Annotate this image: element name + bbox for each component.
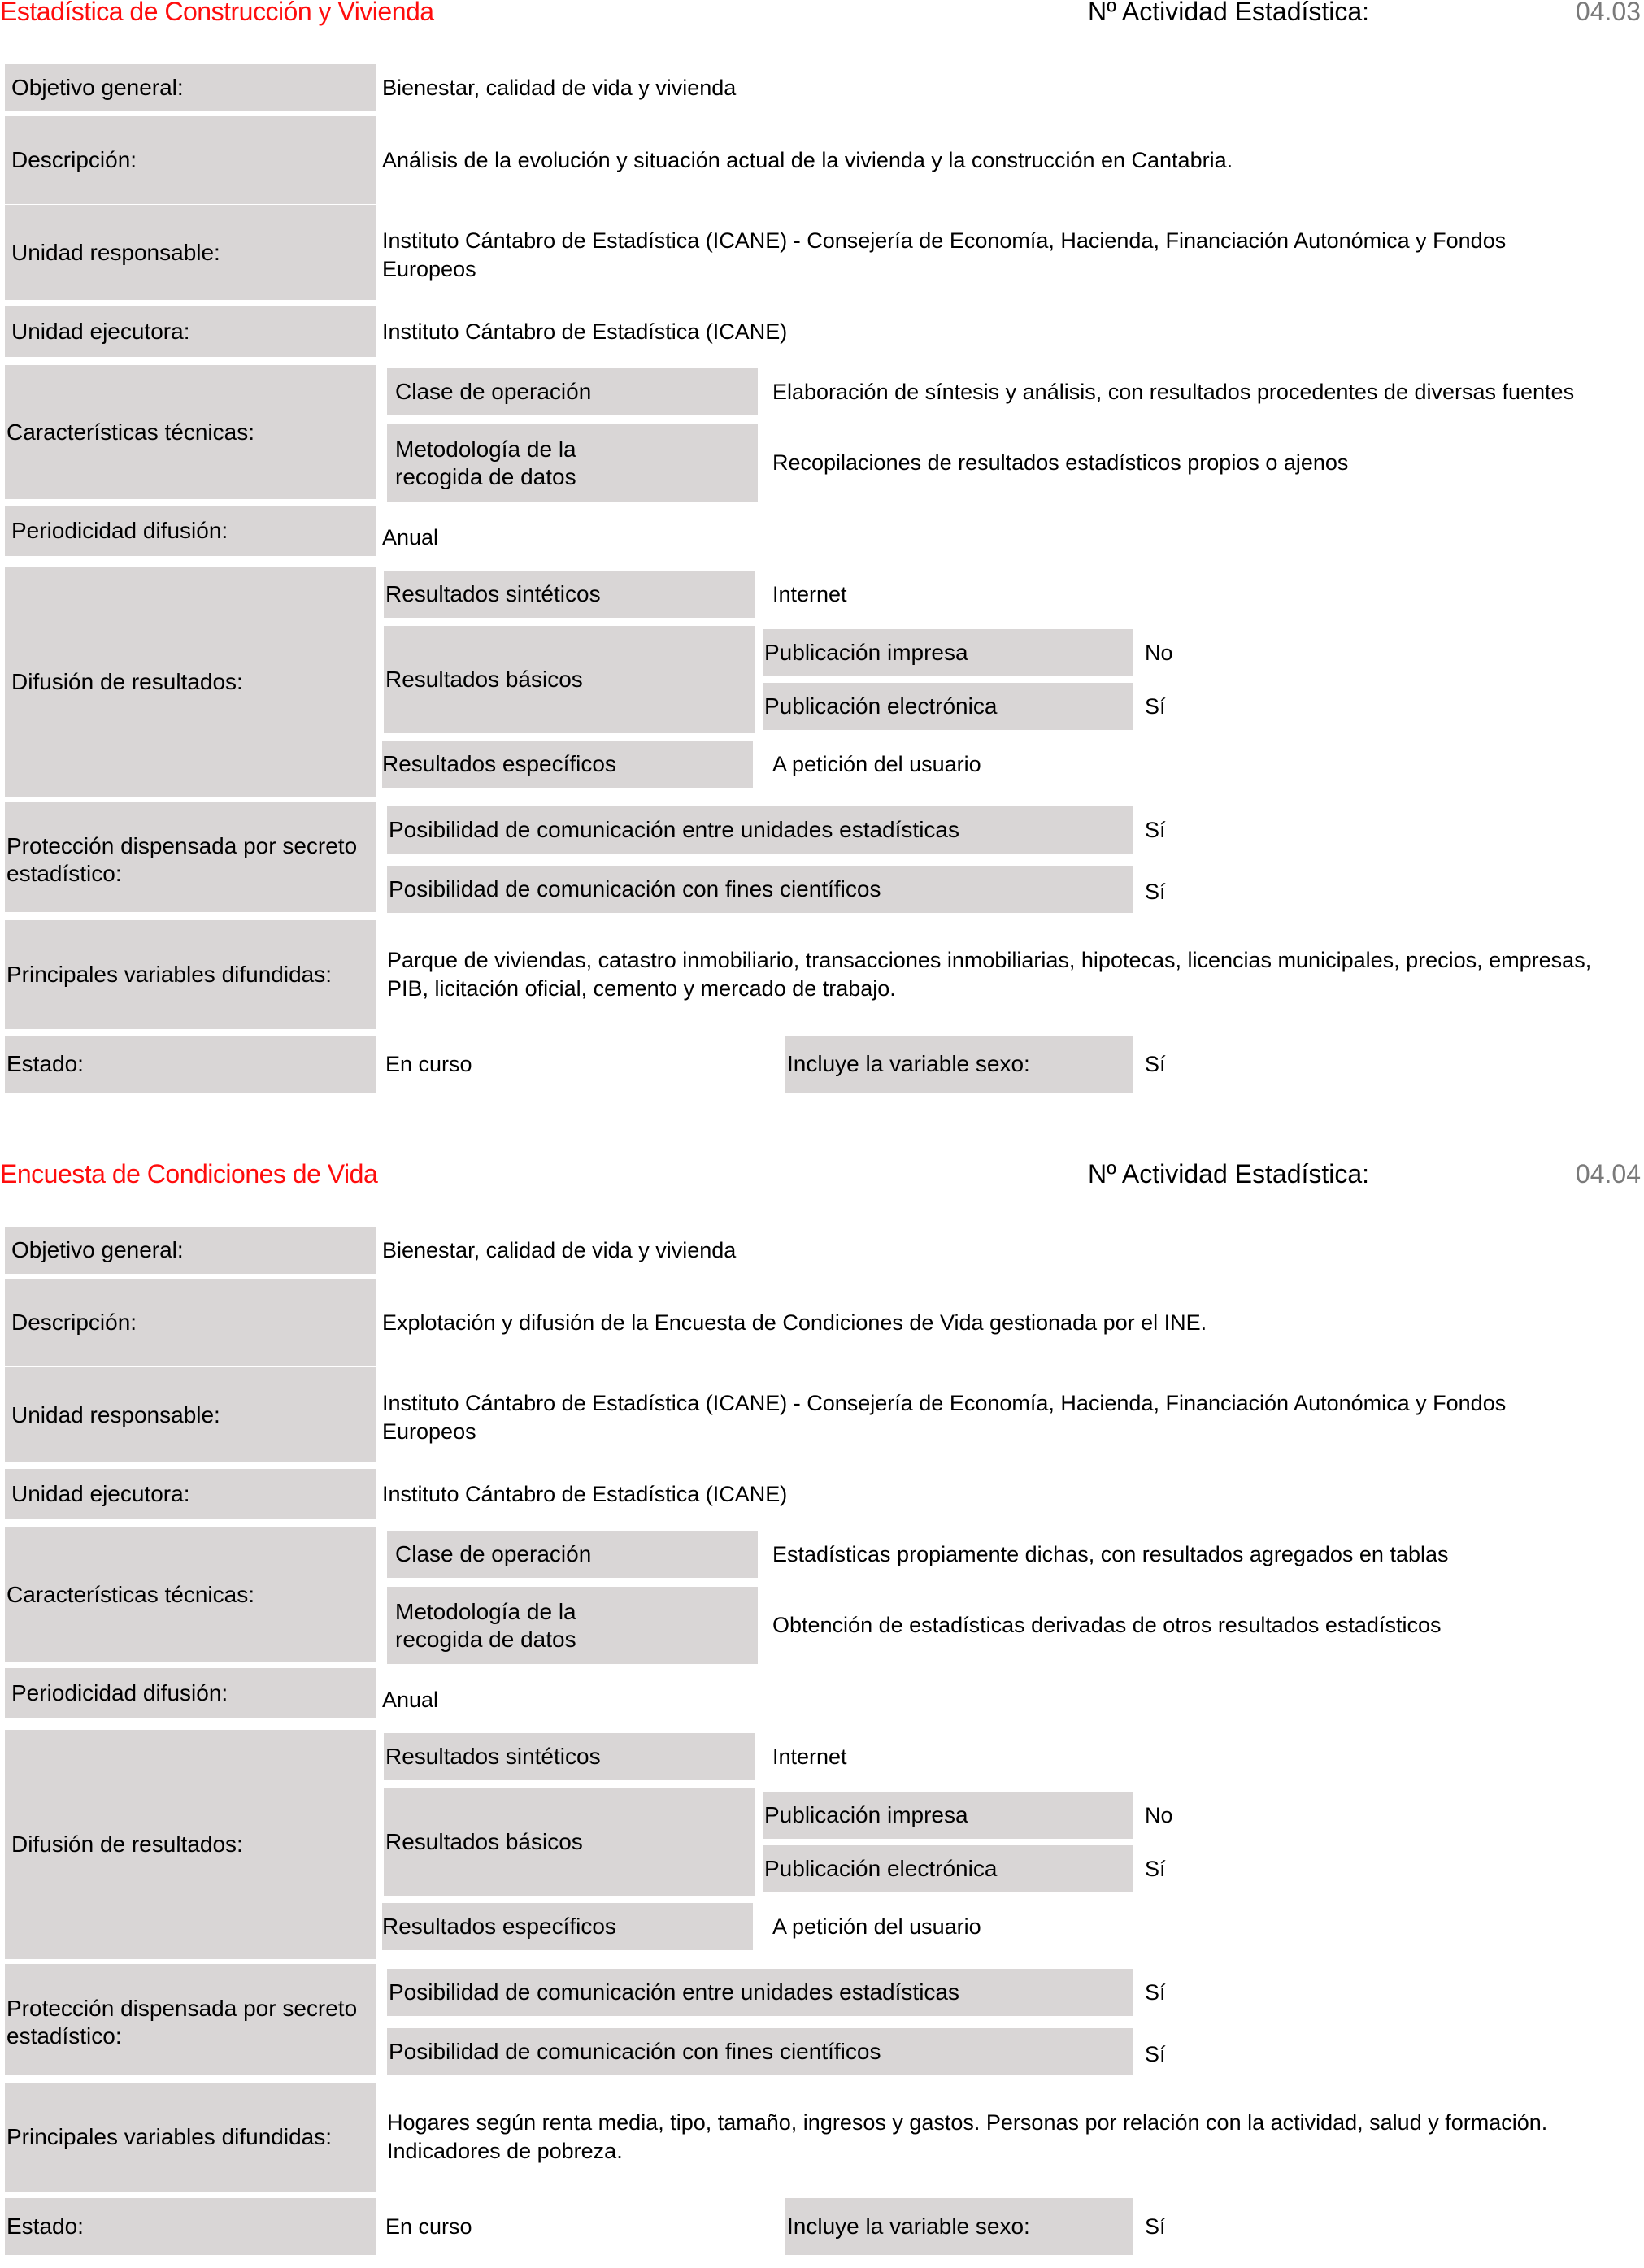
descripcion-label: Descripción: (5, 1279, 376, 1366)
comunicacion-cientificos-value: Sí (1145, 879, 1166, 904)
resultados-sinteticos-label: Resultados sintéticos (384, 1733, 755, 1780)
resultados-sinteticos-label: Resultados sintéticos (384, 571, 755, 618)
activity-number-value: 04.04 (1575, 1159, 1641, 1188)
unidad-responsable-value: Instituto Cántabro de Estadística (ICANE) - Consejería de Economía, Hacienda, Financiación Autonómica y Fondos Europeos (382, 1390, 1507, 1444)
statistical-activity-record (0, 1159, 1644, 2268)
caracteristicas-label: Características técnicas: (5, 365, 376, 499)
publicacion-impresa-value: No (1145, 640, 1173, 665)
periodicidad-label: Periodicidad difusión: (5, 1668, 376, 1718)
comunicacion-unidades-label: Posibilidad de comunicación entre unidades estadísticas (387, 806, 1133, 854)
variables-label: Principales variables difundidas: (5, 2083, 376, 2192)
difusion-label: Difusión de resultados: (5, 567, 376, 797)
publicacion-electronica-value: Sí (1145, 693, 1166, 719)
objetivo-value: Bienestar, calidad de vida y vivienda (382, 1237, 737, 1262)
metodologia-value: Recopilaciones de resultados estadísticos propios o ajenos (772, 450, 1349, 475)
proteccion-label: Protección dispensada por secreto estadístico: (5, 802, 376, 912)
difusion-label: Difusión de resultados: (5, 1730, 376, 1959)
resultados-sinteticos-value: Internet (772, 581, 847, 606)
resultados-sinteticos-value: Internet (772, 1744, 847, 1769)
estado-label: Estado: (5, 2198, 376, 2255)
periodicidad-value: Anual (382, 1687, 439, 1712)
variables-value: Hogares según renta media, tipo, tamaño, ingresos y gastos. Personas por relación con la actividad, salud y formación. Indicadores de pobreza. (387, 2110, 1548, 2163)
publicacion-impresa-value: No (1145, 1802, 1173, 1827)
objetivo-value: Bienestar, calidad de vida y vivienda (382, 75, 737, 100)
proteccion-label: Protección dispensada por secreto estadístico: (5, 1964, 376, 2075)
unidad-responsable-label: Unidad responsable: (5, 1367, 376, 1462)
publicacion-electronica-value: Sí (1145, 1856, 1166, 1881)
activity-number-value: 04.03 (1575, 0, 1641, 26)
comunicacion-cientificos-label: Posibilidad de comunicación con fines científicos (387, 2028, 1133, 2075)
unidad-ejecutora-value: Instituto Cántabro de Estadística (ICANE) (382, 1481, 788, 1506)
clase-operacion-label: Clase de operación (387, 1531, 758, 1578)
metodologia-label: Metodología de la recogida de datos (387, 424, 758, 502)
variables-label: Principales variables difundidas: (5, 920, 376, 1029)
incluye-sexo-value: Sí (1145, 1051, 1166, 1076)
estado-value: En curso (385, 1051, 472, 1076)
unidad-ejecutora-value: Instituto Cántabro de Estadística (ICANE) (382, 319, 788, 344)
estado-value: En curso (385, 2214, 472, 2239)
clase-operacion-value: Estadísticas propiamente dichas, con resultados agregados en tablas (772, 1541, 1449, 1566)
comunicacion-cientificos-label: Posibilidad de comunicación con fines científicos (387, 866, 1133, 913)
estado-label: Estado: (5, 1036, 376, 1093)
clase-operacion-value: Elaboración de síntesis y análisis, con resultados procedentes de diversas fuentes (772, 379, 1575, 404)
comunicacion-unidades-label: Posibilidad de comunicación entre unidades estadísticas (387, 1969, 1133, 2016)
clase-operacion-label: Clase de operación (387, 368, 758, 415)
incluye-sexo-value: Sí (1145, 2214, 1166, 2239)
activity-title: Estadística de Construcción y Vivienda (0, 0, 434, 26)
resultados-basicos-label: Resultados básicos (384, 626, 755, 733)
incluye-sexo-label: Incluye la variable sexo: (785, 2198, 1133, 2255)
objetivo-label: Objetivo general: (5, 64, 376, 111)
activity-number-label: Nº Actividad Estadística: (1088, 1159, 1370, 1188)
descripcion-label: Descripción: (5, 116, 376, 204)
resultados-especificos-value: A petición del usuario (772, 751, 981, 776)
unidad-responsable-label: Unidad responsable: (5, 205, 376, 300)
caracteristicas-label: Características técnicas: (5, 1527, 376, 1662)
publicacion-electronica-label: Publicación electrónica (763, 683, 1133, 730)
resultados-basicos-label: Resultados básicos (384, 1788, 755, 1896)
periodicidad-label: Periodicidad difusión: (5, 506, 376, 556)
unidad-ejecutora-label: Unidad ejecutora: (5, 1469, 376, 1519)
periodicidad-value: Anual (382, 524, 439, 550)
comunicacion-unidades-value: Sí (1145, 1979, 1166, 2005)
comunicacion-cientificos-value: Sí (1145, 2041, 1166, 2066)
unidad-ejecutora-label: Unidad ejecutora: (5, 306, 376, 357)
descripcion-value: Explotación y difusión de la Encuesta de Condiciones de Vida gestionada por el INE. (382, 1310, 1207, 1335)
metodologia-label: Metodología de la recogida de datos (387, 1587, 758, 1664)
objetivo-label: Objetivo general: (5, 1227, 376, 1274)
activity-title: Encuesta de Condiciones de Vida (0, 1159, 378, 1188)
incluye-sexo-label: Incluye la variable sexo: (785, 1036, 1133, 1093)
statistical-activity-record (0, 0, 1644, 1106)
resultados-especificos-label: Resultados específicos (382, 1903, 753, 1950)
publicacion-impresa-label: Publicación impresa (763, 629, 1133, 676)
comunicacion-unidades-value: Sí (1145, 817, 1166, 842)
activity-number-label: Nº Actividad Estadística: (1088, 0, 1370, 26)
publicacion-electronica-label: Publicación electrónica (763, 1845, 1133, 1892)
publicacion-impresa-label: Publicación impresa (763, 1792, 1133, 1839)
unidad-responsable-value: Instituto Cántabro de Estadística (ICANE) - Consejería de Economía, Hacienda, Financiación Autonómica y Fondos Europeos (382, 228, 1507, 281)
variables-value: Parque de viviendas, catastro inmobiliario, transacciones inmobiliarias, hipotecas, licencias municipales, precios, empresas, PIB, licitación oficial, cemento y mercado de trabajo. (387, 948, 1592, 1001)
resultados-especificos-label: Resultados específicos (382, 741, 753, 788)
descripcion-value: Análisis de la evolución y situación actual de la vivienda y la construcción en Cantabria. (382, 147, 1233, 172)
metodologia-value: Obtención de estadísticas derivadas de otros resultados estadísticos (772, 1613, 1442, 1637)
resultados-especificos-value: A petición del usuario (772, 1914, 981, 1939)
